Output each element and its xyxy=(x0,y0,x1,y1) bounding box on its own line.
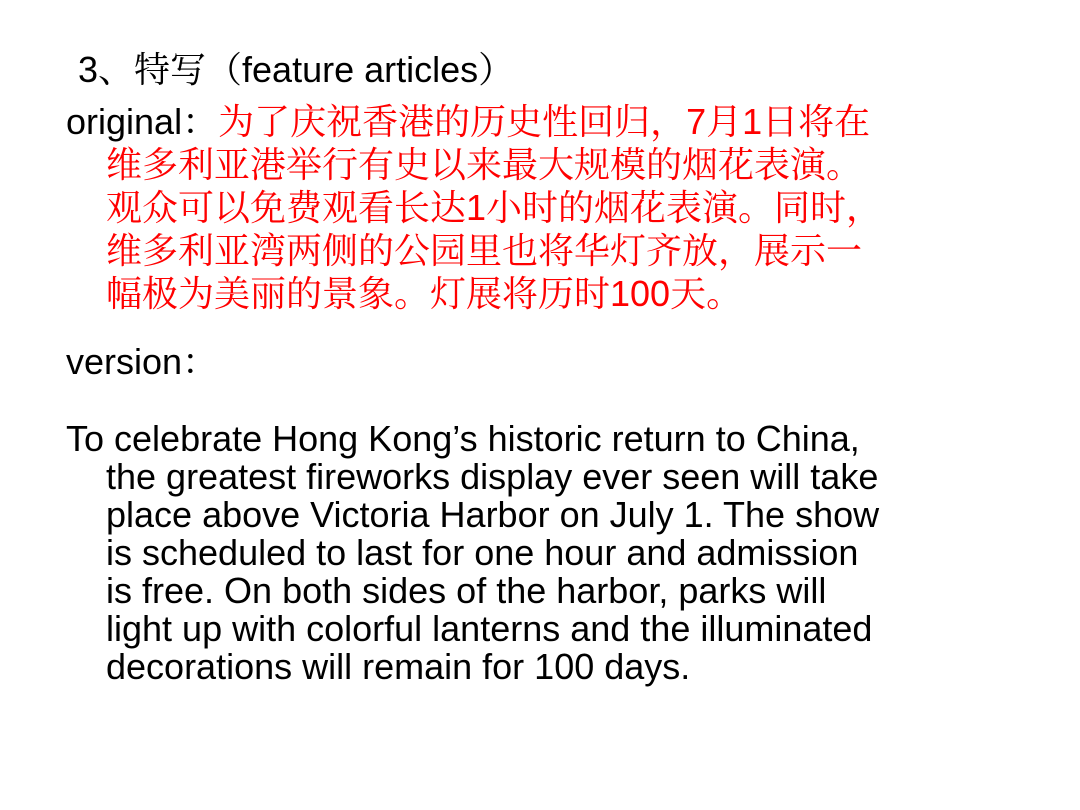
original-text: 为了庆祝香港的历史性回归，7月1日将在 xyxy=(218,101,871,142)
slide-heading: 3、特写（feature articles） xyxy=(78,49,515,90)
original-line: 维多利亚港举行有史以来最大规模的烟花表演。 xyxy=(106,144,863,185)
english-line: decorations will remain for 100 days. xyxy=(106,646,691,687)
english-line: To celebrate Hong Kong’s historic return to China, xyxy=(66,418,860,459)
original-label: original： xyxy=(66,101,219,142)
english-line: light up with colorful lanterns and the illuminated xyxy=(106,608,873,649)
english-line: place above Victoria Harbor on July 1. The show xyxy=(106,494,880,535)
english-paragraph xyxy=(66,420,1026,686)
english-line: is scheduled to last for one hour and admission xyxy=(106,532,859,573)
original-line: 幅极为美丽的景象。灯展将历时100天。 xyxy=(106,273,743,314)
original-line: 观众可以免费观看长达1小时的烟花表演。同时， xyxy=(106,187,883,228)
version-label: version： xyxy=(66,341,219,382)
english-line: the greatest fireworks display ever seen will take xyxy=(106,456,879,497)
english-line: is free. On both sides of the harbor, parks will xyxy=(106,570,827,611)
original-line: 维多利亚湾两侧的公园里也将华灯齐放，展示一 xyxy=(106,230,863,271)
original-paragraph xyxy=(66,100,1026,315)
original-line xyxy=(66,100,1026,143)
